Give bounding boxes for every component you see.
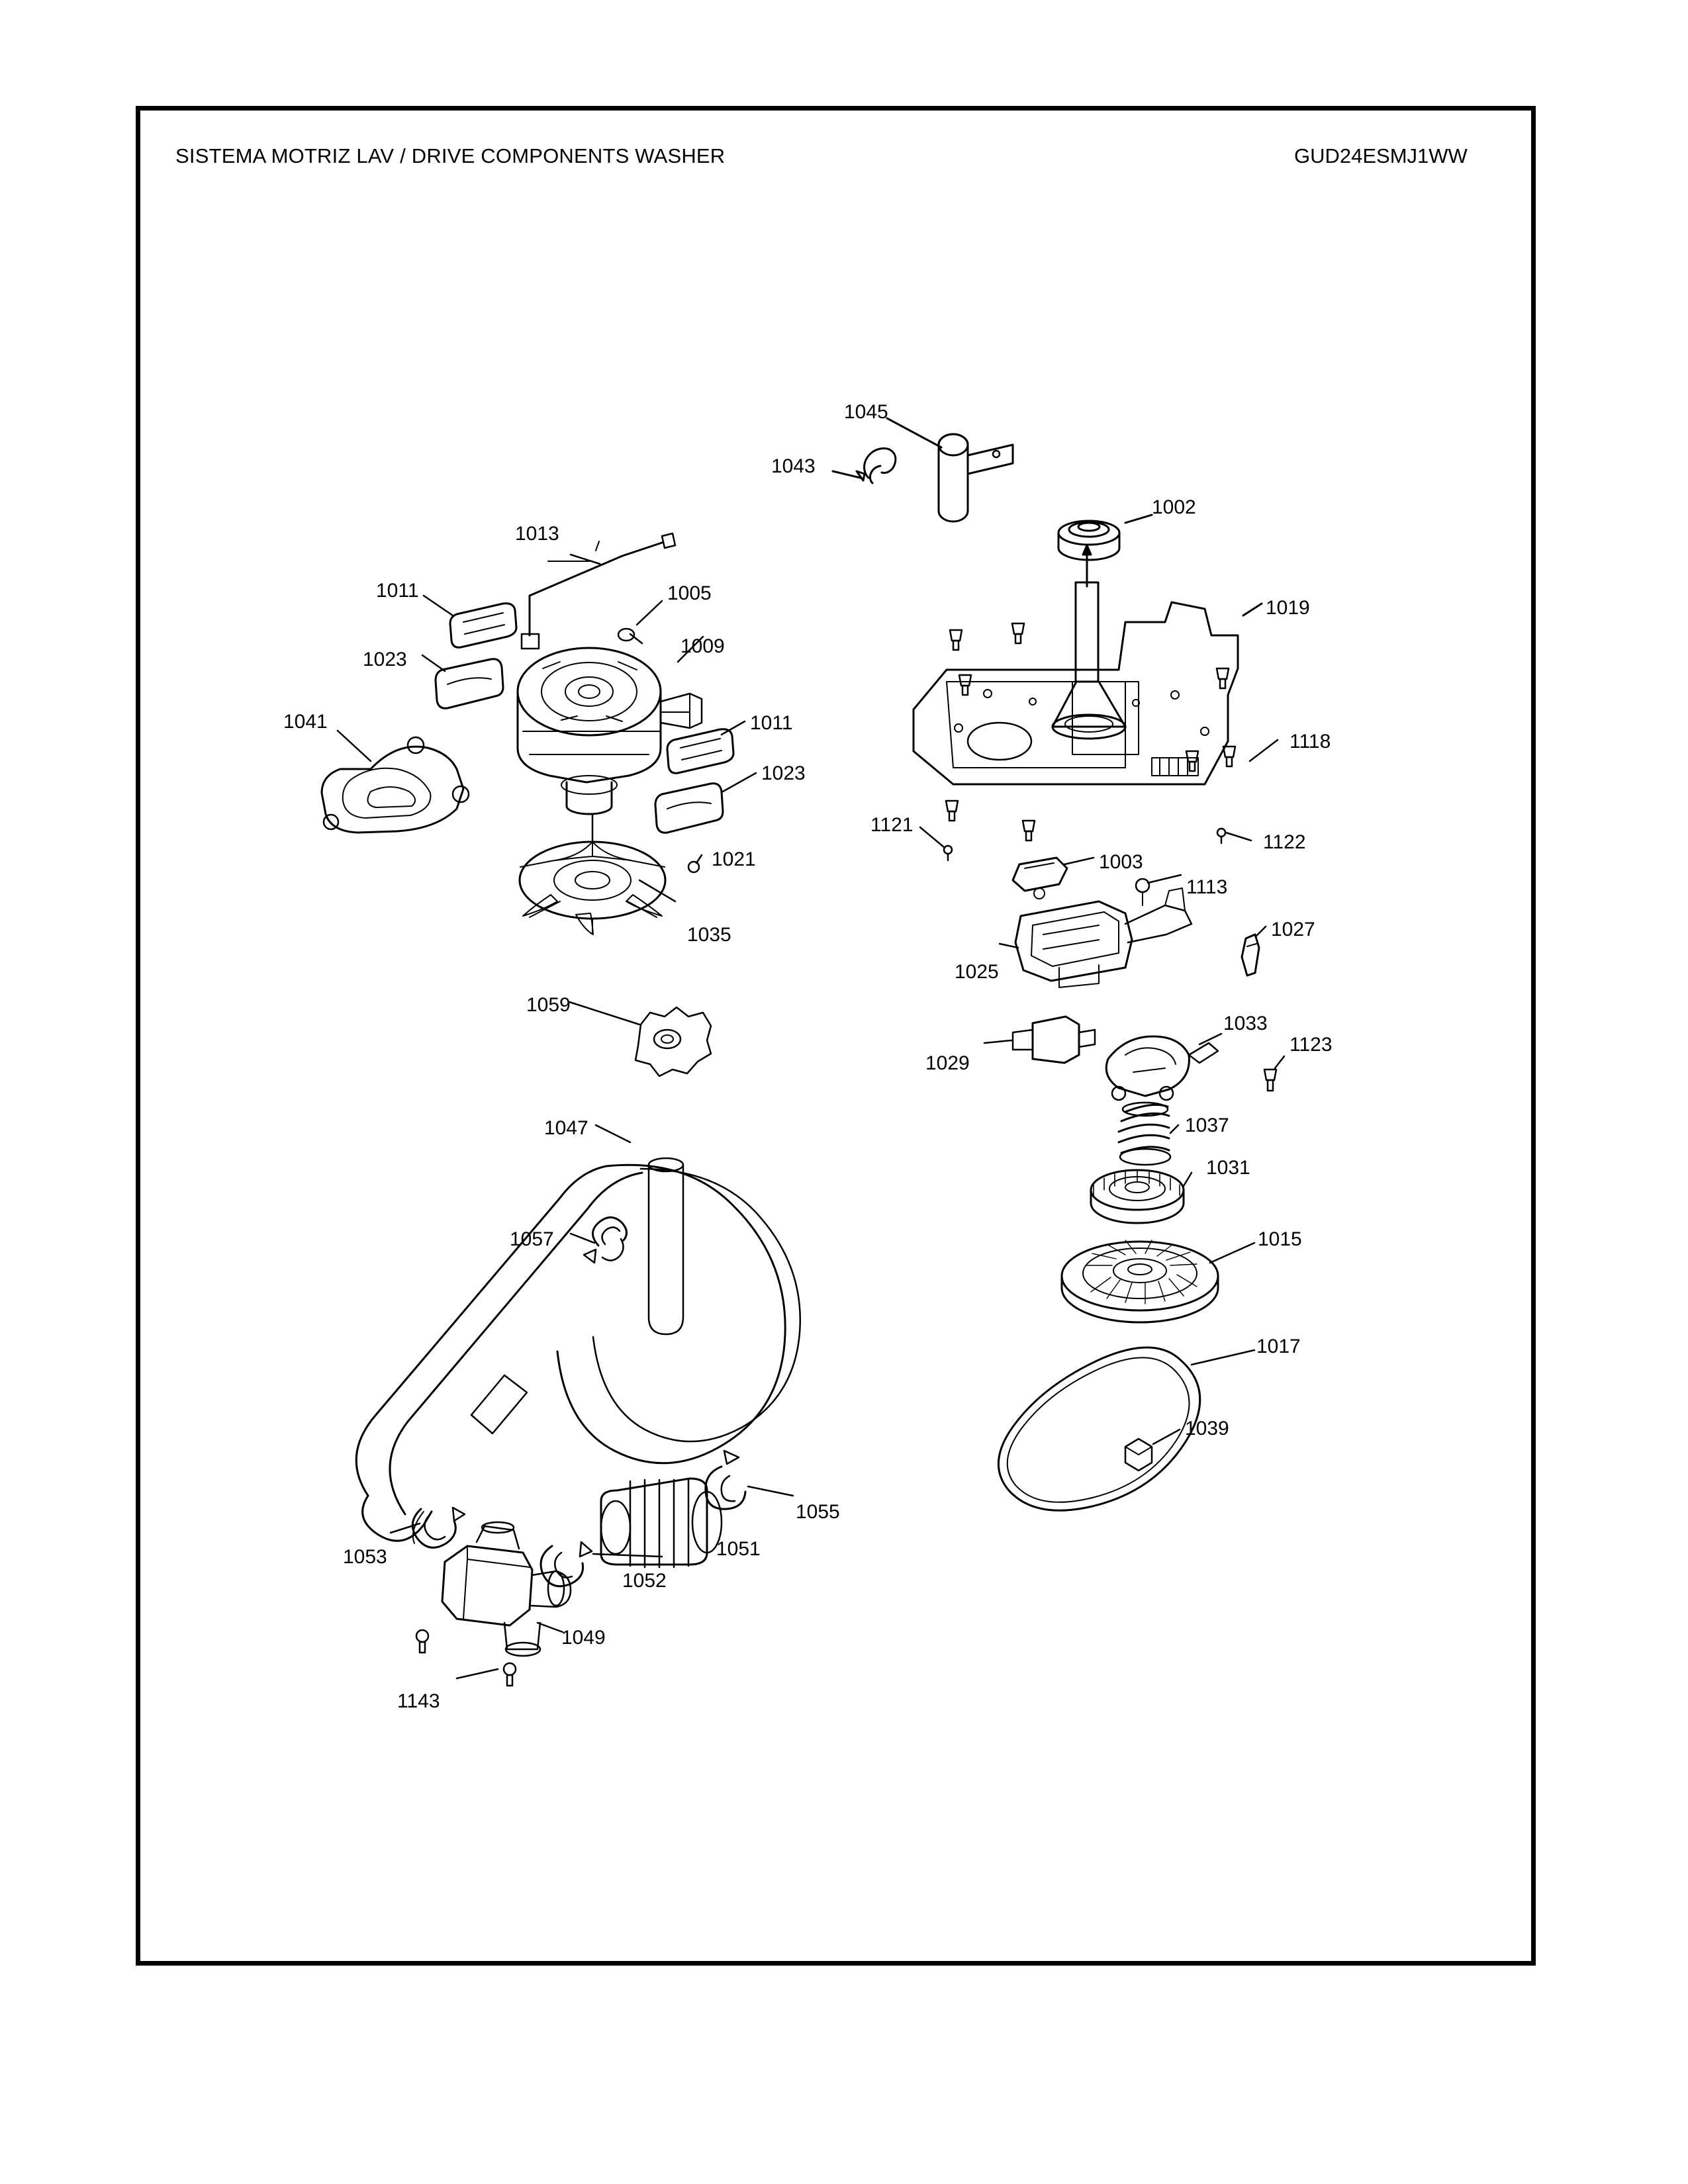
callout-1015: 1015: [1258, 1228, 1302, 1250]
callout-1055: 1055: [796, 1501, 840, 1523]
callout-1003: 1003: [1099, 851, 1143, 873]
callout-1017: 1017: [1256, 1336, 1301, 1357]
callout-1011-b: 1011: [750, 712, 793, 734]
model-number: GUD24ESMJ1WW: [1294, 144, 1468, 167]
callout-1035: 1035: [687, 924, 731, 946]
callout-1021: 1021: [712, 848, 756, 870]
callout-1037: 1037: [1185, 1115, 1229, 1136]
callout-1059: 1059: [526, 994, 571, 1016]
callout-1143: 1143: [397, 1690, 440, 1712]
callout-1019: 1019: [1266, 597, 1310, 619]
callout-1121: 1121: [870, 814, 914, 836]
callout-1052: 1052: [622, 1570, 667, 1592]
callout-1123: 1123: [1289, 1034, 1333, 1056]
callout-1043: 1043: [771, 455, 816, 477]
callout-1023-b: 1023: [761, 762, 806, 784]
callout-1113: 1113: [1186, 876, 1228, 898]
callout-1118: 1118: [1289, 731, 1331, 752]
callout-1013: 1013: [515, 523, 559, 545]
callout-1023-a: 1023: [363, 649, 407, 670]
callout-1045: 1045: [844, 401, 888, 423]
callout-1031: 1031: [1206, 1157, 1250, 1179]
callout-1122: 1122: [1263, 831, 1306, 853]
callout-1027: 1027: [1271, 919, 1315, 940]
callout-1011-a: 1011: [376, 580, 419, 602]
callout-1051: 1051: [716, 1538, 761, 1560]
callout-1033: 1033: [1223, 1013, 1268, 1034]
callout-1047: 1047: [544, 1117, 588, 1139]
callout-1039: 1039: [1185, 1418, 1229, 1439]
callout-1029: 1029: [925, 1052, 970, 1074]
callout-1049: 1049: [561, 1627, 606, 1649]
callout-1025: 1025: [955, 961, 999, 983]
callout-1009: 1009: [680, 635, 725, 657]
callout-1041: 1041: [283, 711, 328, 733]
callout-1002: 1002: [1152, 496, 1196, 518]
callout-1057: 1057: [510, 1228, 554, 1250]
callout-1005: 1005: [667, 582, 712, 604]
callout-1053: 1053: [343, 1546, 387, 1568]
page-title: SISTEMA MOTRIZ LAV / DRIVE COMPONENTS WASHER: [175, 144, 726, 167]
